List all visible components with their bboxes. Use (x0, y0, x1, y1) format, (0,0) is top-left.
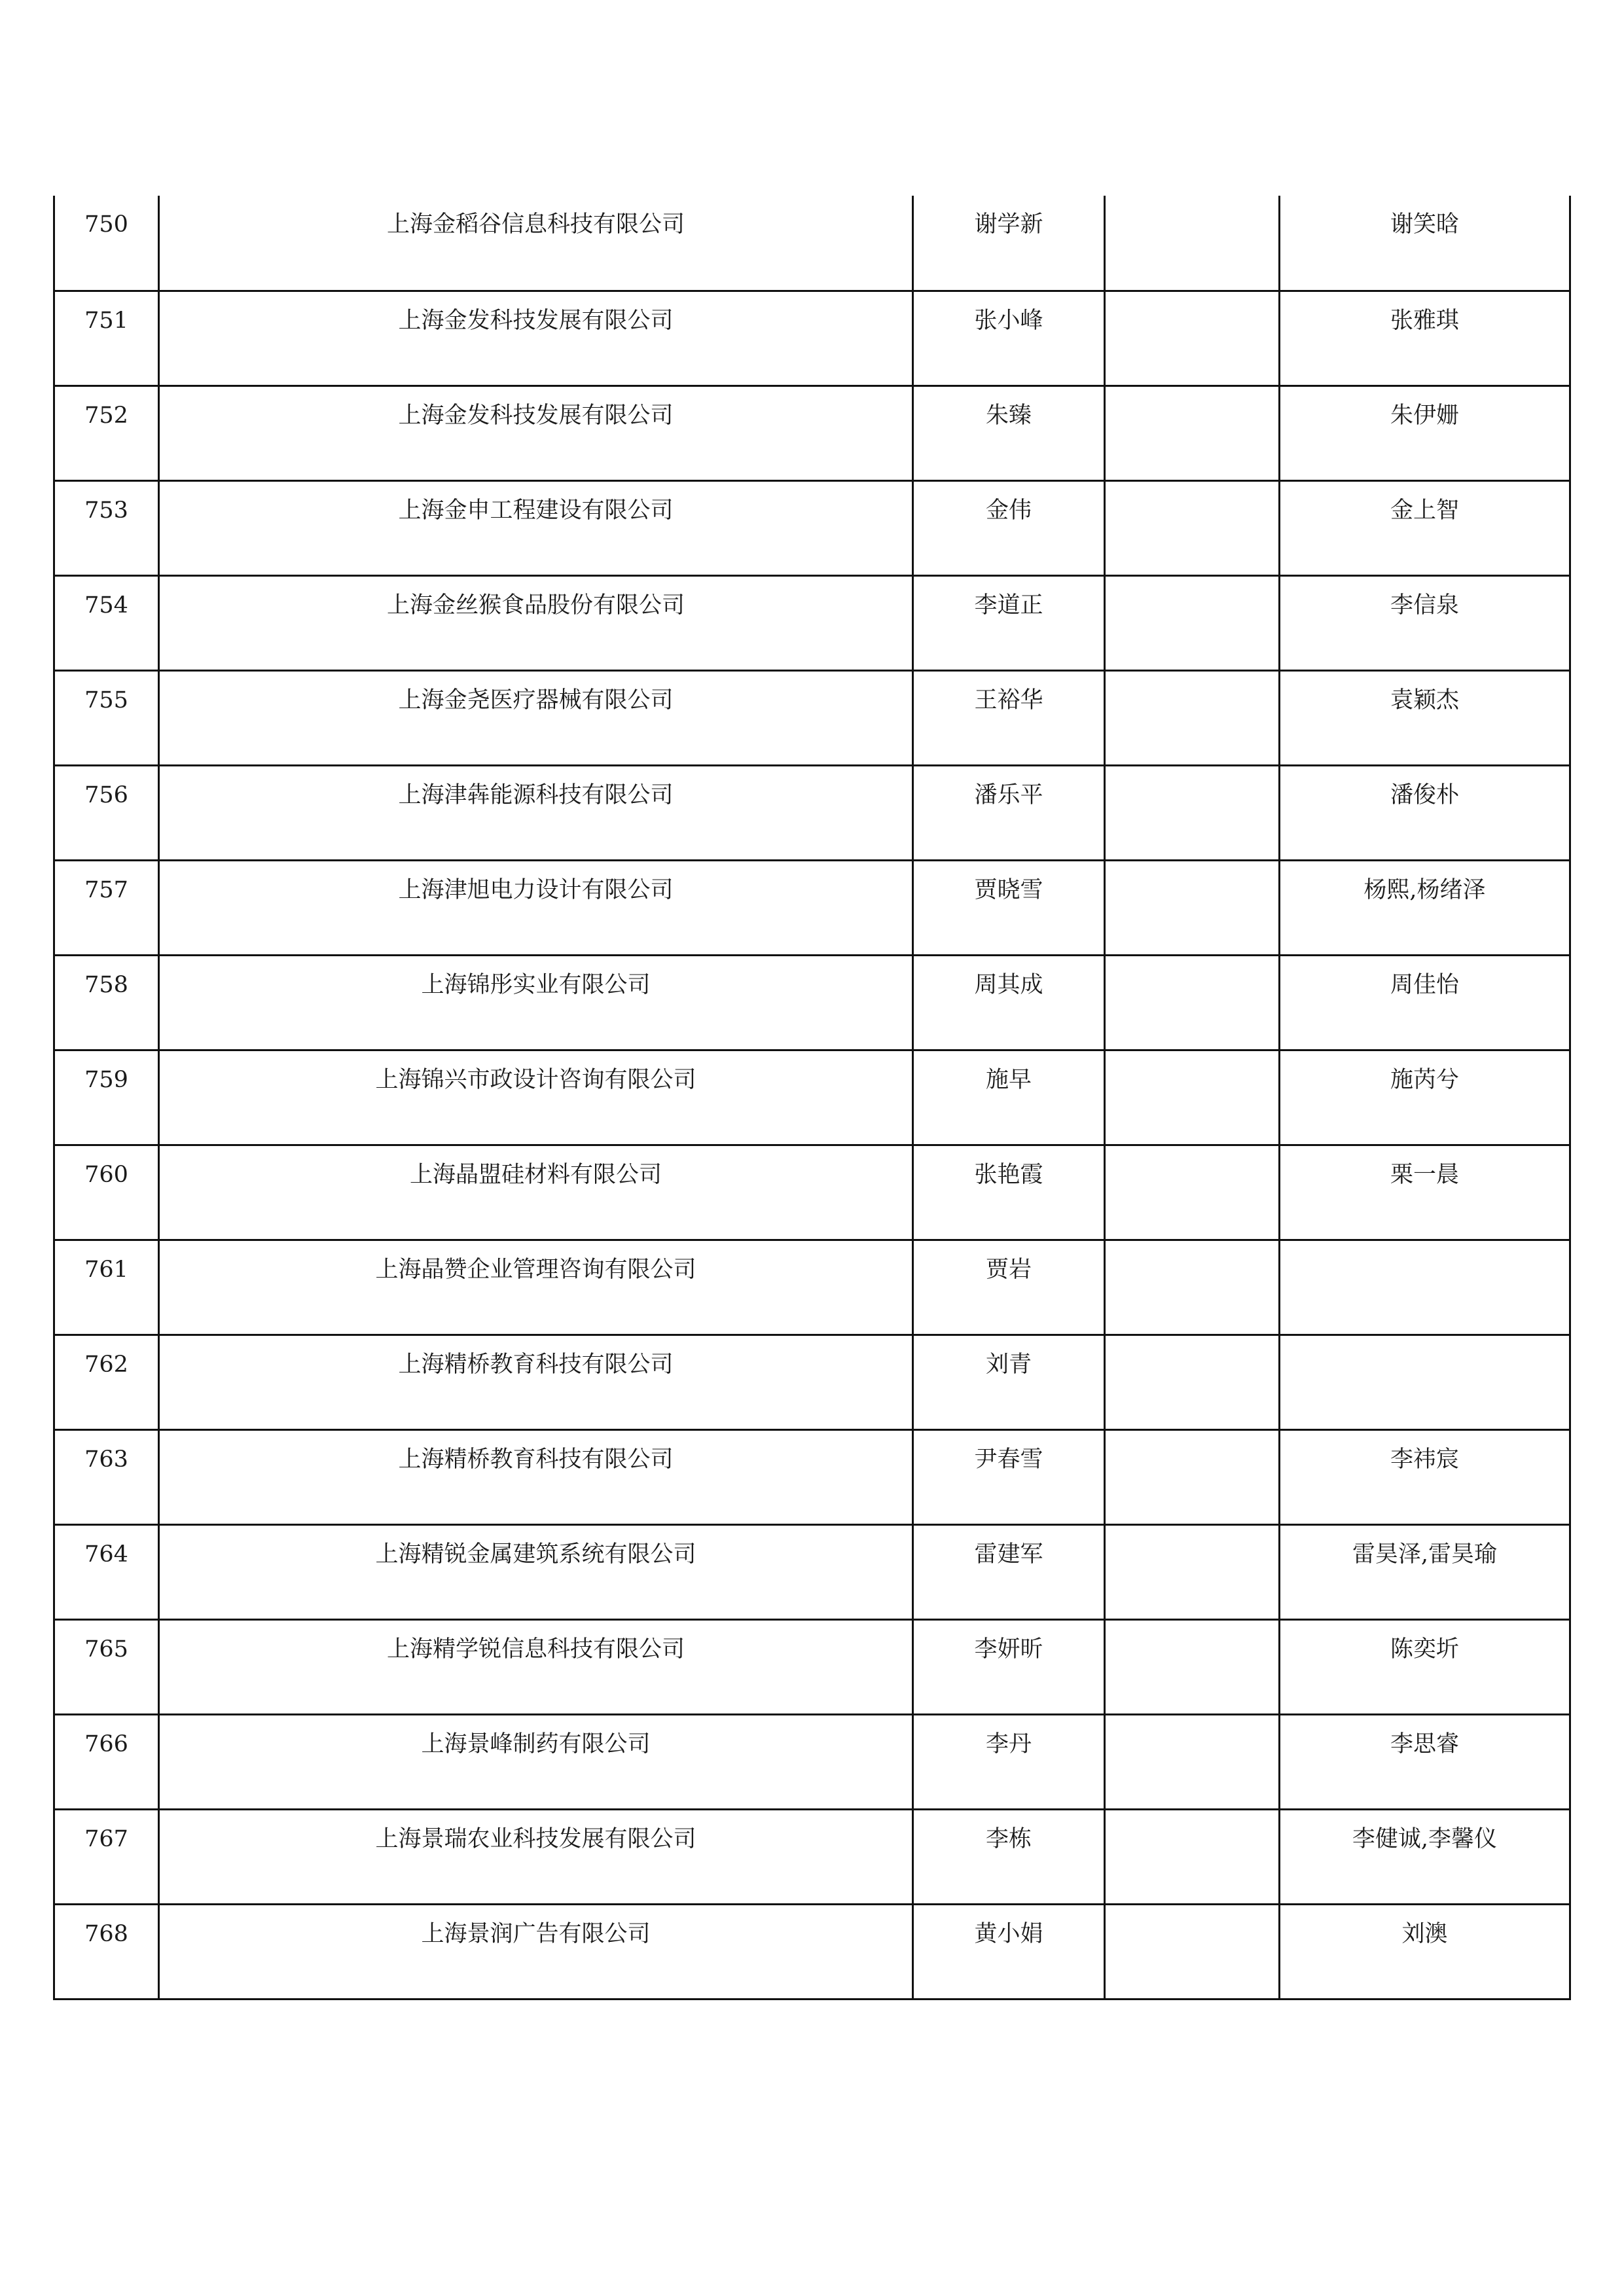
row-number-cell: 764 (54, 1524, 159, 1619)
row-number-cell: 760 (54, 1145, 159, 1240)
company-name-cell: 上海津旭电力设计有限公司 (159, 860, 913, 955)
company-name-cell: 上海精锐金属建筑系统有限公司 (159, 1524, 913, 1619)
empty-cell (1105, 1619, 1280, 1714)
row-number-cell: 758 (54, 955, 159, 1050)
related-names-cell: 周佳怡 (1280, 955, 1570, 1050)
empty-cell (1105, 1145, 1280, 1240)
row-number-cell: 763 (54, 1429, 159, 1524)
table-row (54, 196, 1570, 291)
person-name-cell: 李丹 (913, 1714, 1105, 1809)
related-names-cell: 杨熙,杨绪泽 (1280, 860, 1570, 955)
table-row (54, 1145, 1570, 1240)
table-row (54, 1240, 1570, 1335)
related-names-cell: 李思睿 (1280, 1714, 1570, 1809)
row-number-cell: 768 (54, 1904, 159, 1999)
related-names-cell: 朱伊姗 (1280, 386, 1570, 480)
row-number-cell: 757 (54, 860, 159, 955)
person-name-cell: 朱臻 (913, 386, 1105, 480)
row-number-cell: 765 (54, 1619, 159, 1714)
row-number-cell: 754 (54, 575, 159, 670)
person-name-cell: 施早 (913, 1050, 1105, 1145)
person-name-cell: 雷建军 (913, 1524, 1105, 1619)
table-row (54, 1429, 1570, 1524)
related-names-cell: 金上智 (1280, 480, 1570, 575)
company-name-cell: 上海精桥教育科技有限公司 (159, 1429, 913, 1524)
person-name-cell: 谢学新 (913, 196, 1105, 291)
empty-cell (1105, 386, 1280, 480)
related-names-cell: 施芮兮 (1280, 1050, 1570, 1145)
related-names-cell: 张雅琪 (1280, 291, 1570, 386)
related-names-cell (1280, 1240, 1570, 1335)
person-name-cell: 贾岩 (913, 1240, 1105, 1335)
empty-cell (1105, 1335, 1280, 1429)
company-name-cell: 上海晶盟硅材料有限公司 (159, 1145, 913, 1240)
empty-cell (1105, 1429, 1280, 1524)
row-number-cell: 753 (54, 480, 159, 575)
related-names-cell: 李健诚,李馨仪 (1280, 1809, 1570, 1904)
empty-cell (1105, 1904, 1280, 1999)
company-name-cell: 上海金发科技发展有限公司 (159, 386, 913, 480)
table-row (54, 291, 1570, 386)
company-name-cell: 上海精桥教育科技有限公司 (159, 1335, 913, 1429)
row-number-cell: 752 (54, 386, 159, 480)
row-number-cell: 761 (54, 1240, 159, 1335)
empty-cell (1105, 196, 1280, 291)
empty-cell (1105, 480, 1280, 575)
person-name-cell: 潘乐平 (913, 765, 1105, 860)
person-name-cell: 张小峰 (913, 291, 1105, 386)
related-names-cell: 刘澳 (1280, 1904, 1570, 1999)
table-row (54, 1714, 1570, 1809)
table-row (54, 765, 1570, 860)
related-names-cell: 陈奕圻 (1280, 1619, 1570, 1714)
table-row (54, 1335, 1570, 1429)
company-name-cell: 上海金申工程建设有限公司 (159, 480, 913, 575)
company-name-cell: 上海金丝猴食品股份有限公司 (159, 575, 913, 670)
empty-cell (1105, 1809, 1280, 1904)
empty-cell (1105, 1240, 1280, 1335)
company-name-cell: 上海精学锐信息科技有限公司 (159, 1619, 913, 1714)
person-name-cell: 金伟 (913, 480, 1105, 575)
company-name-cell: 上海金稻谷信息科技有限公司 (159, 196, 913, 291)
company-name-cell: 上海金发科技发展有限公司 (159, 291, 913, 386)
table-row (54, 1524, 1570, 1619)
related-names-cell: 谢笑晗 (1280, 196, 1570, 291)
company-name-cell: 上海津犇能源科技有限公司 (159, 765, 913, 860)
empty-cell (1105, 860, 1280, 955)
company-name-cell: 上海景瑞农业科技发展有限公司 (159, 1809, 913, 1904)
related-names-cell: 潘俊朴 (1280, 765, 1570, 860)
roster-table-body (54, 196, 1570, 1999)
related-names-cell: 李祎宸 (1280, 1429, 1570, 1524)
person-name-cell: 尹春雪 (913, 1429, 1105, 1524)
table-row (54, 860, 1570, 955)
row-number-cell: 767 (54, 1809, 159, 1904)
table-row (54, 1809, 1570, 1904)
company-name-cell: 上海金尧医疗器械有限公司 (159, 670, 913, 765)
table-row (54, 575, 1570, 670)
row-number-cell: 751 (54, 291, 159, 386)
row-number-cell: 759 (54, 1050, 159, 1145)
empty-cell (1105, 955, 1280, 1050)
empty-cell (1105, 1524, 1280, 1619)
table-row (54, 386, 1570, 480)
row-number-cell: 762 (54, 1335, 159, 1429)
empty-cell (1105, 1714, 1280, 1809)
table-row (54, 670, 1570, 765)
row-number-cell: 755 (54, 670, 159, 765)
table-row (54, 1050, 1570, 1145)
empty-cell (1105, 291, 1280, 386)
company-name-cell: 上海景润广告有限公司 (159, 1904, 913, 1999)
company-name-cell: 上海晶赞企业管理咨询有限公司 (159, 1240, 913, 1335)
table-row (54, 1619, 1570, 1714)
person-name-cell: 王裕华 (913, 670, 1105, 765)
table-row (54, 1904, 1570, 1999)
empty-cell (1105, 1050, 1280, 1145)
row-number-cell: 766 (54, 1714, 159, 1809)
related-names-cell: 栗一晨 (1280, 1145, 1570, 1240)
empty-cell (1105, 765, 1280, 860)
related-names-cell: 李信泉 (1280, 575, 1570, 670)
table-row (54, 955, 1570, 1050)
person-name-cell: 黄小娟 (913, 1904, 1105, 1999)
related-names-cell: 雷昊泽,雷昊瑜 (1280, 1524, 1570, 1619)
person-name-cell: 李栋 (913, 1809, 1105, 1904)
person-name-cell: 李道正 (913, 575, 1105, 670)
person-name-cell: 张艳霞 (913, 1145, 1105, 1240)
person-name-cell: 贾晓雪 (913, 860, 1105, 955)
person-name-cell: 李妍昕 (913, 1619, 1105, 1714)
company-name-cell: 上海锦彤实业有限公司 (159, 955, 913, 1050)
roster-table (53, 196, 1571, 2000)
table-row (54, 480, 1570, 575)
empty-cell (1105, 670, 1280, 765)
row-number-cell: 756 (54, 765, 159, 860)
related-names-cell (1280, 1335, 1570, 1429)
person-name-cell: 刘青 (913, 1335, 1105, 1429)
company-name-cell: 上海景峰制药有限公司 (159, 1714, 913, 1809)
company-name-cell: 上海锦兴市政设计咨询有限公司 (159, 1050, 913, 1145)
person-name-cell: 周其成 (913, 955, 1105, 1050)
empty-cell (1105, 575, 1280, 670)
related-names-cell: 袁颖杰 (1280, 670, 1570, 765)
row-number-cell: 750 (54, 196, 159, 291)
